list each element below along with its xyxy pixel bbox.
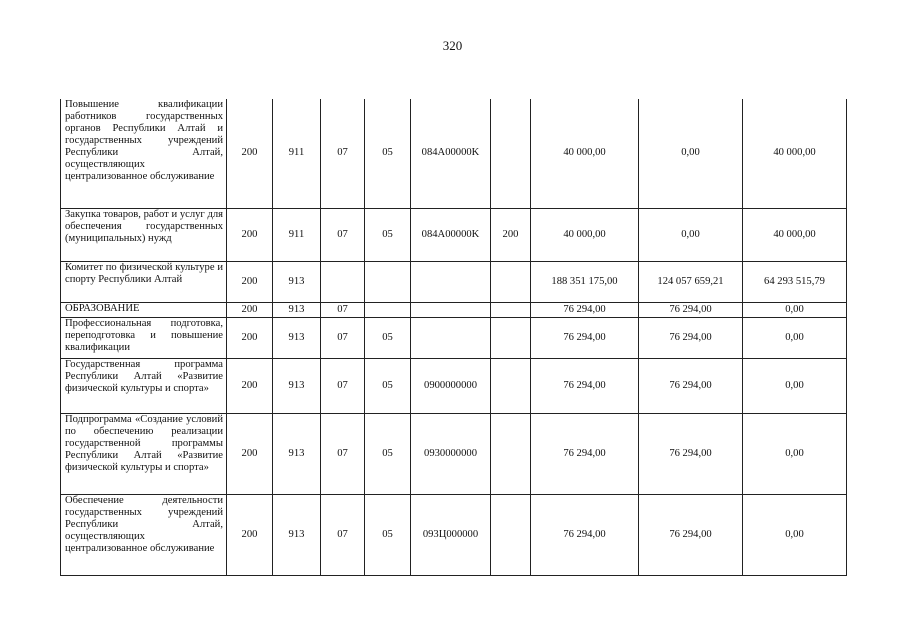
cell-gr: 200	[227, 413, 273, 494]
cell-sum-3: 0,00	[743, 494, 847, 575]
cell-rz	[321, 261, 365, 302]
cell-sum-2: 0,00	[639, 208, 743, 261]
cell-sum-3: 0,00	[743, 358, 847, 413]
table-row	[61, 413, 847, 494]
cell-cs: 093Ц000000	[411, 494, 491, 575]
cell-sum-3: 0,00	[743, 413, 847, 494]
cell-ved: 911	[273, 99, 321, 208]
cell-gr: 200	[227, 358, 273, 413]
cell-pr	[365, 302, 411, 317]
cell-gr: 200	[227, 494, 273, 575]
cell-cs	[411, 317, 491, 358]
cell-ved: 913	[273, 302, 321, 317]
cell-ved: 913	[273, 494, 321, 575]
cell-pr: 05	[365, 494, 411, 575]
cell-sum-1: 40 000,00	[531, 208, 639, 261]
cell-sum-1: 76 294,00	[531, 302, 639, 317]
table-row	[61, 494, 847, 575]
cell-cs: 084A00000K	[411, 99, 491, 208]
cell-rz: 07	[321, 317, 365, 358]
cell-sum-2: 76 294,00	[639, 413, 743, 494]
cell-sum-2: 76 294,00	[639, 358, 743, 413]
table-row	[61, 302, 847, 317]
cell-cs: 0930000000	[411, 413, 491, 494]
cell-sum-2: 76 294,00	[639, 317, 743, 358]
table-row	[61, 317, 847, 358]
cell-rz: 07	[321, 99, 365, 208]
cell-sum-1: 76 294,00	[531, 317, 639, 358]
cell-vr: 200	[491, 208, 531, 261]
cell-vr	[491, 302, 531, 317]
cell-gr: 200	[227, 208, 273, 261]
cell-pr: 05	[365, 317, 411, 358]
cell-vr	[491, 261, 531, 302]
cell-sum-1: 76 294,00	[531, 358, 639, 413]
cell-gr: 200	[227, 302, 273, 317]
cell-cs: 084A00000K	[411, 208, 491, 261]
row-name: ОБРАЗОВАНИЕ	[61, 302, 227, 317]
cell-pr: 05	[365, 208, 411, 261]
table-row	[61, 99, 847, 208]
budget-table	[60, 99, 847, 576]
cell-gr: 200	[227, 261, 273, 302]
row-name: Обеспечение деятельности государственных учреждений Республики Алтай, осуществляющих централизованное обслуживание	[61, 494, 227, 575]
cell-sum-2: 0,00	[639, 99, 743, 208]
row-name: Государственная программа Республики Алтай «Развитие физической культуры и спорта»	[61, 358, 227, 413]
cell-pr: 05	[365, 413, 411, 494]
cell-ved: 913	[273, 358, 321, 413]
cell-sum-3: 0,00	[743, 317, 847, 358]
page-number: 320	[442, 38, 463, 53]
cell-sum-1: 76 294,00	[531, 494, 639, 575]
cell-sum-1: 40 000,00	[531, 99, 639, 208]
cell-rz: 07	[321, 494, 365, 575]
cell-rz: 07	[321, 302, 365, 317]
cell-rz: 07	[321, 358, 365, 413]
cell-gr: 200	[227, 99, 273, 208]
cell-sum-3: 0,00	[743, 302, 847, 317]
cell-rz: 07	[321, 208, 365, 261]
cell-sum-1: 76 294,00	[531, 413, 639, 494]
cell-sum-1: 188 351 175,00	[531, 261, 639, 302]
cell-sum-3: 64 293 515,79	[743, 261, 847, 302]
cell-ved: 913	[273, 413, 321, 494]
cell-pr	[365, 261, 411, 302]
cell-gr: 200	[227, 317, 273, 358]
cell-cs	[411, 261, 491, 302]
cell-cs	[411, 302, 491, 317]
table-row	[61, 358, 847, 413]
cell-vr	[491, 99, 531, 208]
cell-cs: 0900000000	[411, 358, 491, 413]
cell-vr	[491, 413, 531, 494]
cell-sum-2: 76 294,00	[639, 302, 743, 317]
row-name: Подпрограмма «Создание условий по обеспечению реализации государственной программы Республики Алтай «Развитие физической культуры и спорта»	[61, 413, 227, 494]
row-name: Закупка товаров, работ и услуг для обеспечения государственных (муниципальных) нужд	[61, 208, 227, 261]
cell-sum-3: 40 000,00	[743, 208, 847, 261]
cell-sum-2: 124 057 659,21	[639, 261, 743, 302]
row-name: Повышение квалификации работников государственных органов Республики Алтай и государственных учреждений Республики Алтай, осуществляющих централизованное обслуживание	[61, 99, 227, 208]
row-name: Профессиональная подготовка, переподготовка и повышение квалификации	[61, 317, 227, 358]
cell-ved: 913	[273, 261, 321, 302]
cell-ved: 913	[273, 317, 321, 358]
cell-vr	[491, 494, 531, 575]
cell-sum-2: 76 294,00	[639, 494, 743, 575]
cell-ved: 911	[273, 208, 321, 261]
table-row	[61, 208, 847, 261]
row-name: Комитет по физической культуре и спорту Республики Алтай	[61, 261, 227, 302]
table-row	[61, 261, 847, 302]
cell-rz: 07	[321, 413, 365, 494]
cell-vr	[491, 317, 531, 358]
cell-vr	[491, 358, 531, 413]
cell-pr: 05	[365, 358, 411, 413]
cell-pr: 05	[365, 99, 411, 208]
cell-sum-3: 40 000,00	[743, 99, 847, 208]
